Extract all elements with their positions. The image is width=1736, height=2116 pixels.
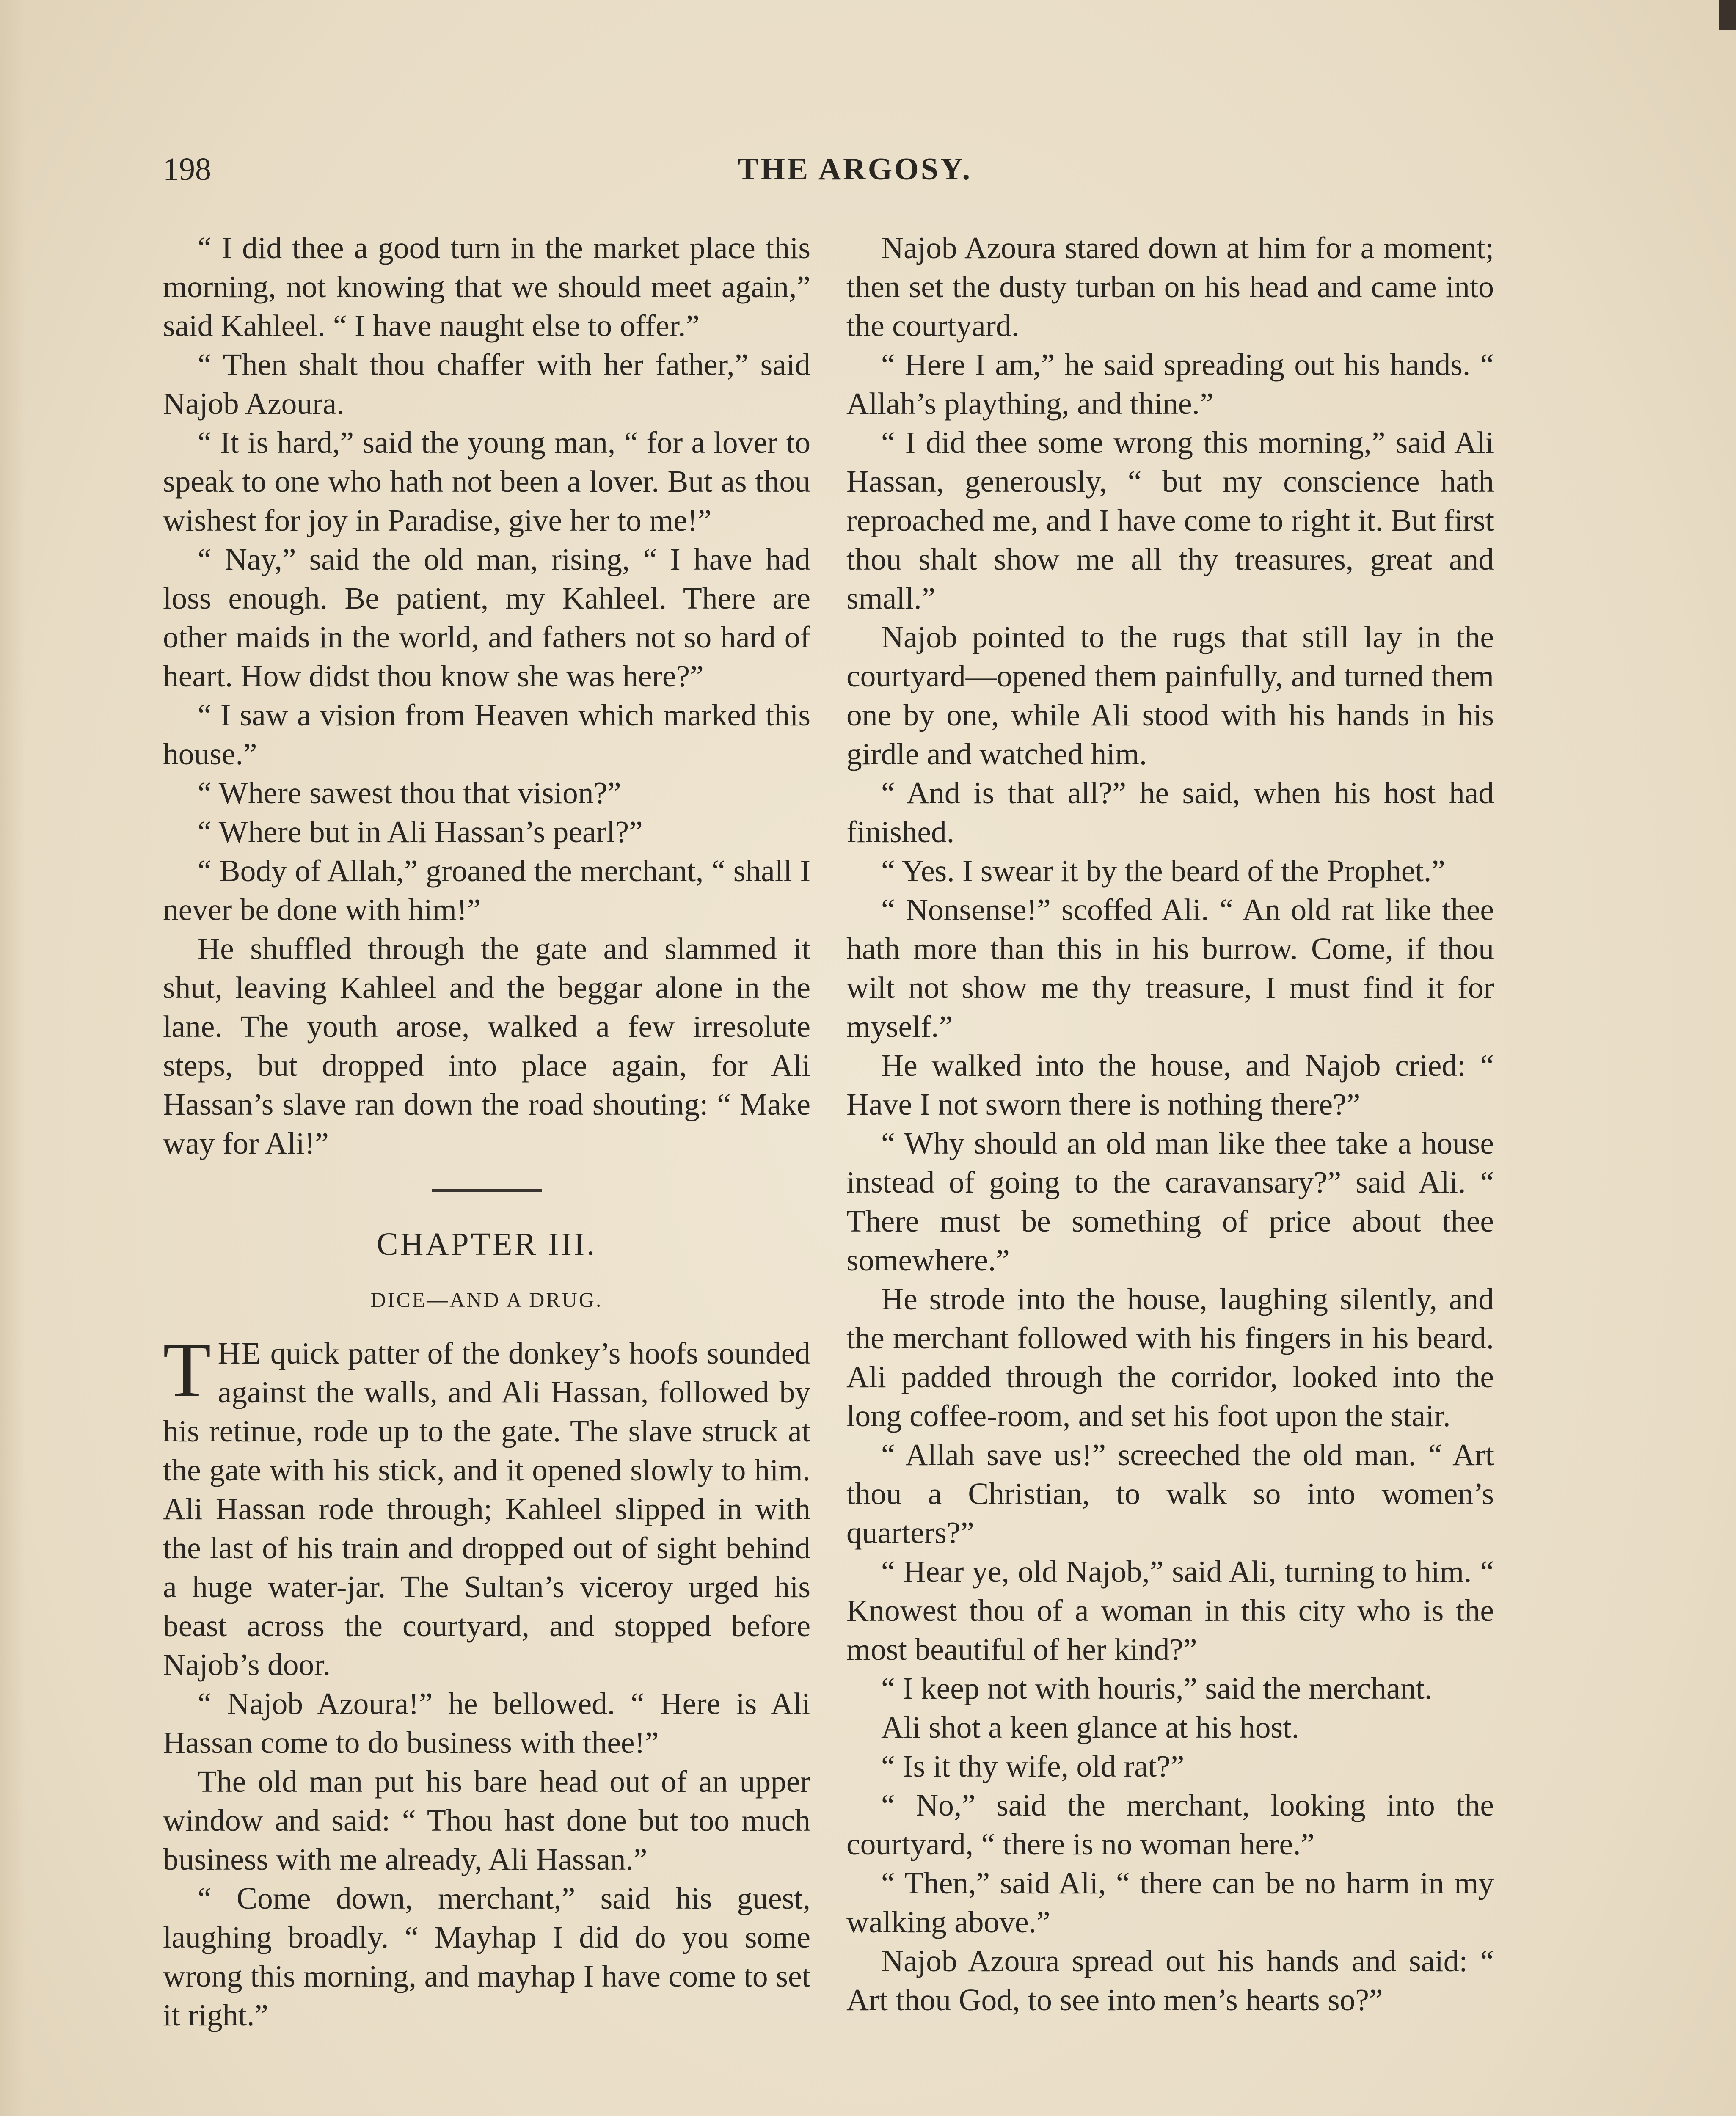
paragraph: Najob Azoura stared down at him for a moment; then set the dusty turban on his head and came into the courtyard. — [846, 231, 1494, 343]
paragraph: The old man put his bare head out of an upper window and said: “ Thou hast done but too much business with me already, Ali Hassan.” — [163, 1764, 810, 1876]
paragraph: “ Then,” said Ali, “ there can be no harm in my walking above.” — [846, 1866, 1494, 1939]
chapter-opening-paragraph — [163, 1326, 810, 1684]
running-title: THE ARGOSY. — [738, 152, 972, 187]
page-shadow-edge — [0, 0, 25, 2116]
paragraph: “ Why should an old man like thee take a house instead of going to the caravansary?” said Ali. “ There must be something of price about thee somewhere.” — [846, 1126, 1494, 1277]
paragraph: “ Then shalt thou chaffer with her father,” said Najob Azoura. — [163, 347, 810, 421]
paragraph: “ I keep not with houris,” said the merchant. — [881, 1671, 1433, 1705]
paragraph: “ Hear ye, old Najob,” said Ali, turning to him. “ Knowest thou of a woman in this city who is the most beautiful of her kind?” — [846, 1554, 1494, 1667]
paragraph: He shuffled through the gate and slammed it shut, leaving Kahleel and the beggar alone in the lane. The youth arose, walked a few irresolute steps, but dropped into place again, for Ali Hassan’s slave ran down the road shouting: “ Make way for Ali!” — [163, 931, 810, 1160]
chapter-title: CHAPTER III. — [376, 1226, 597, 1262]
paragraph: Najob Azoura spread out his hands and said: “ Art thou God, to see into men’s hearts so?” — [846, 1944, 1494, 2017]
paragraph: “ And is that all?” he said, when his host had finished. — [846, 776, 1494, 849]
paragraph: “ No,” said the merchant, looking into the courtyard, “ there is no woman here.” — [846, 1788, 1494, 1861]
paragraph: “ Where sawest thou that vision?” — [198, 776, 621, 810]
paragraph: He strode into the house, laughing silently, and the merchant followed with his fingers in his beard. Ali padded through the corridor, looked into the long coffee-room, and set his foot upon the stair. — [846, 1282, 1494, 1433]
paragraph: “ Nay,” said the old man, rising, “ I have had loss enough. Be patient, my Kahleel. There are other maids in the world, and fathers not so hard of heart. How didst thou know she was here?” — [163, 542, 810, 693]
paragraph: “ Where but in Ali Hassan’s pearl?” — [198, 815, 643, 849]
paragraph: “ I saw a vision from Heaven which marked this house.” — [163, 698, 810, 771]
paragraph: “ Here I am,” he said spreading out his hands. “ Allah’s plaything, and thine.” — [846, 347, 1494, 421]
paragraph: “ Come down, merchant,” said his guest, laughing broadly. “ Mayhap I did do you some wrong this morning, and mayhap I have come to set it right.” — [163, 1881, 810, 2032]
paragraph: He walked into the house, and Najob cried: “ Have I not sworn there is nothing there?” — [846, 1048, 1494, 1121]
paragraph: “ Najob Azoura!” he bellowed. “ Here is Ali Hassan come to do business with thee!” — [163, 1686, 810, 1760]
page-header — [163, 146, 1547, 193]
page-number: 198 — [163, 152, 211, 187]
chapter-subtitle: DICE—AND A DRUG. — [370, 1288, 603, 1311]
paragraph-text: quick patter of the donkey’s hoofs sounded against the walls, and Ali Hassan, followed by his retinue, rode up to the gate. The slave struck at the gate with his stick, and it opened slowly to him. Ali Hassan rode through; Kahleel slipped in with the last of his train and dropped out of sight behind a huge water-jar. The Sultan’s viceroy urged his beast across the courtyard, and stopped before Najob’s door. — [163, 1336, 810, 1682]
paragraph: “ I did thee a good turn in the market place this morning, not knowing that we should meet again,” said Kahleel. “ I have naught else to offer.” — [163, 231, 810, 343]
right-column — [846, 229, 1494, 2116]
paragraph: “ Allah save us!” screeched the old man. “ Art thou a Christian, to walk so into women’s quarters?” — [846, 1438, 1494, 1550]
section-divider — [432, 1189, 542, 1192]
first-word-rest: HE — [218, 1336, 262, 1370]
left-column — [163, 229, 810, 2116]
paragraph: “ Body of Allah,” groaned the merchant, “ shall I never be done with him!” — [163, 854, 810, 927]
paragraph: “ Yes. I swear it by the beard of the Prophet.” — [881, 854, 1445, 888]
paragraph: Najob pointed to the rugs that still lay in the courtyard—opened them painfully, and turned them one by one, while Ali stood with his hands in his girdle and watched him. — [846, 620, 1494, 771]
paragraph: “ Nonsense!” scoffed Ali. “ An old rat like thee hath more than this in his burrow. Come, if thou wilt not show me thy treasure, I must find it for myself.” — [846, 893, 1494, 1044]
scan-corner — [1719, 0, 1736, 30]
paragraph: Ali shot a keen glance at his host. — [881, 1710, 1299, 1744]
paragraph: “ I did thee some wrong this morning,” said Ali Hassan, generously, “ but my conscience hath reproached me, and I have come to right it. But first thou shalt show me all thy treasures, great and small.” — [846, 425, 1494, 615]
paragraph: “ Is it thy wife, old rat?” — [881, 1749, 1185, 1783]
drop-cap: T — [163, 1326, 211, 1413]
paragraph: “ It is hard,” said the young man, “ for a lover to speak to one who hath not been a lover. But as thou wishest for joy in Paradise, give her to me!” — [163, 425, 810, 537]
